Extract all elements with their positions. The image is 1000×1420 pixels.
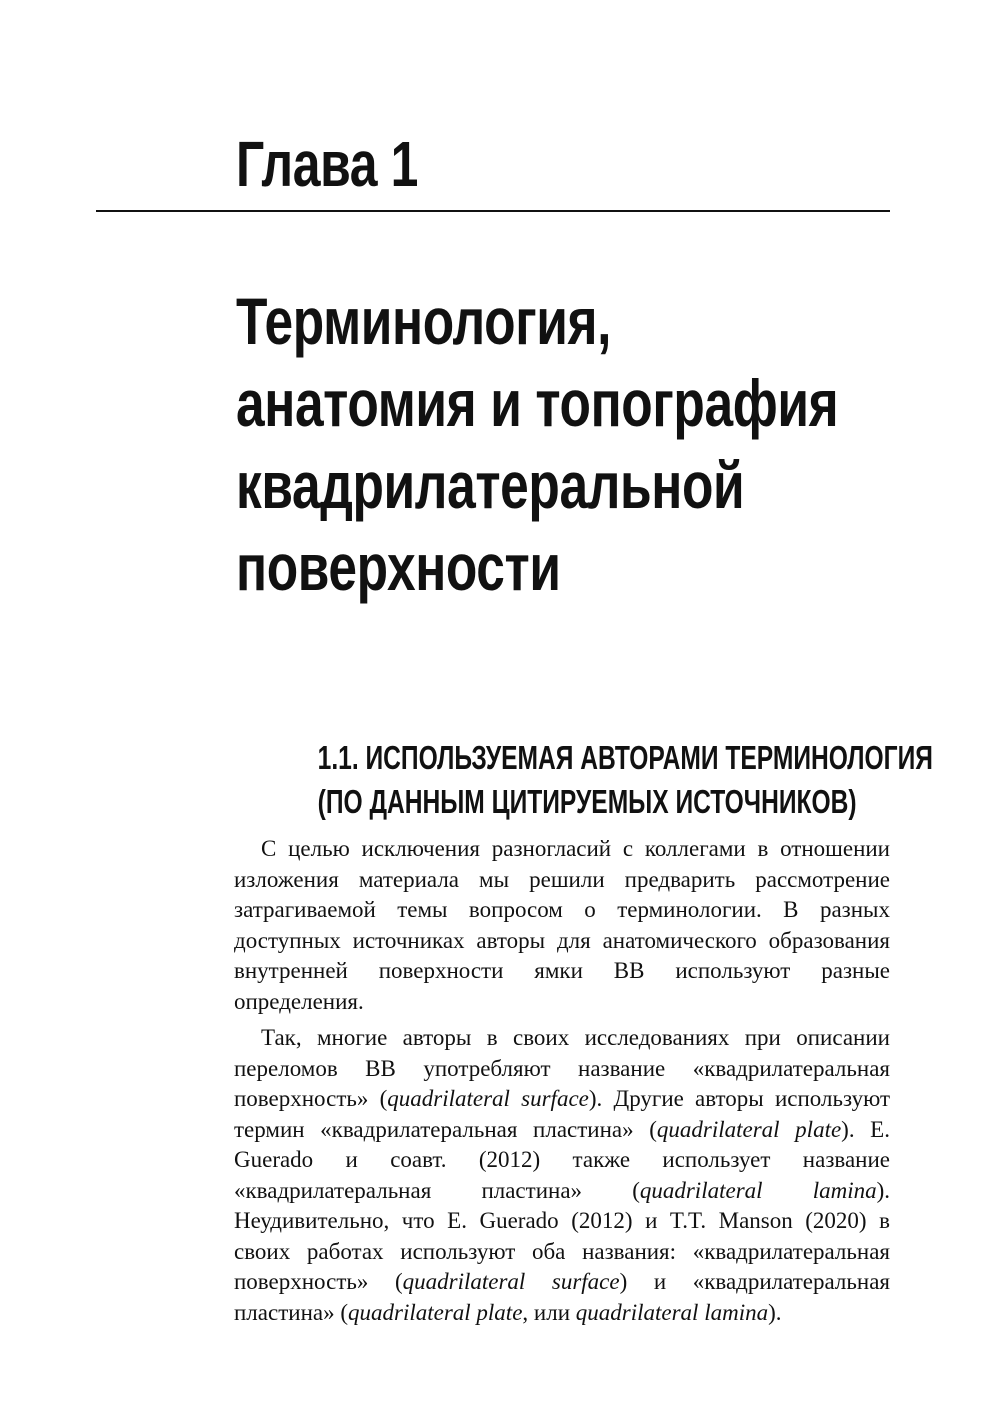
text-run: ) и «квадрилатеральная пластина» ( [234, 1269, 890, 1325]
paragraph-2 [234, 1023, 890, 1328]
text-run: ). E. Guerado и соавт. (2012) также использует название «квадрилатеральная пластина» ( [234, 1116, 890, 1203]
text-run: , или [522, 1299, 576, 1325]
chapter-divider [96, 210, 890, 212]
english-term: quadrilateral lamina [639, 1177, 877, 1203]
chapter-title [236, 280, 838, 608]
section-heading [234, 736, 933, 824]
english-term: quadrilateral plate [348, 1299, 523, 1325]
text-run: Так, многие авторы в своих исследованиях при описании переломов ВВ употребляют название «квадрилатеральная поверхность» ( [234, 1025, 890, 1111]
chapter-title-line: квадрилатеральной [236, 448, 745, 522]
chapter-title-line: поверхности [236, 530, 561, 604]
text-run: ). [768, 1299, 782, 1325]
chapter-title-line: Терминология, [236, 284, 612, 358]
text-run: ). Другие авторы используют термин «квадрилатеральная пластина» ( [234, 1086, 890, 1142]
english-term: quadrilateral lamina [575, 1299, 769, 1325]
english-term: quadrilateral surface [387, 1086, 589, 1111]
section-heading-line: 1.1. ИСПОЛЬЗУЕМАЯ АВТОРАМИ ТЕРМИНОЛОГИЯ [317, 739, 933, 776]
paragraph-1: С целью исключения разногласий с коллегами в отношении изложения материала мы решили предварить рассмотрение затрагиваемой темы вопросом о терминологии. В разных доступных источниках авторы для анатомического образования внутренней поверхности ямки ВВ используют разные определения. [234, 836, 890, 1014]
chapter-title-line: анатомия и топография [236, 366, 839, 440]
english-term: quadrilateral surface [402, 1269, 620, 1294]
english-term: quadrilateral plate [656, 1116, 842, 1142]
text-run: ). Неудивительно, что E. Guerado (2012) и T.T. Manson (2020) в своих работах используют оба названия: «квадрилатеральная поверхность» ( [234, 1177, 891, 1294]
body-text [234, 834, 890, 1328]
section-heading-line: (ПО ДАННЫМ ЦИТИРУЕМЫХ ИСТОЧНИКОВ) [317, 783, 857, 820]
chapter-label: Глава 1 [236, 128, 418, 200]
